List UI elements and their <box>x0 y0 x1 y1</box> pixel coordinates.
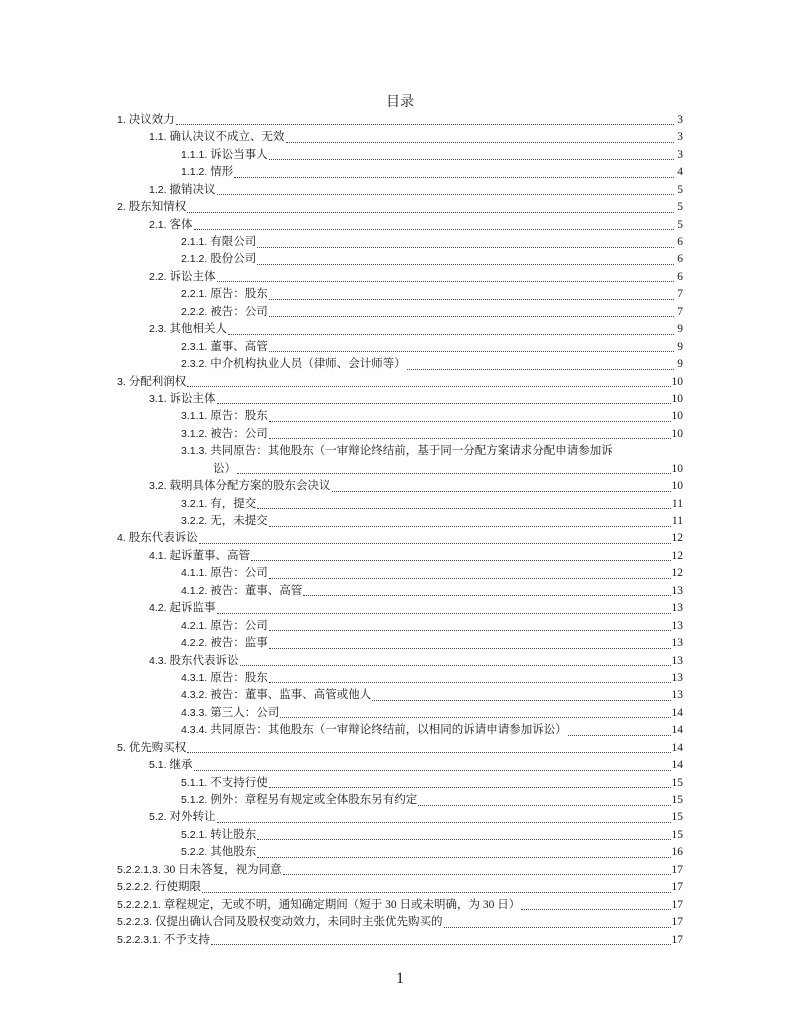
toc-entry[interactable] <box>117 391 683 408</box>
toc-entry[interactable] <box>117 426 683 443</box>
toc-entry-number: 2.1. <box>149 218 167 231</box>
toc-entry[interactable] <box>117 705 683 722</box>
toc-entry-page: 4 <box>677 166 683 179</box>
toc-entry-page: 15 <box>671 776 683 789</box>
toc-entry-page: 14 <box>671 724 683 737</box>
toc-entry[interactable] <box>117 757 683 774</box>
toc-entry-continuation[interactable] <box>117 461 683 478</box>
toc-entry-page: 5 <box>677 201 683 214</box>
toc-entry[interactable] <box>117 374 683 391</box>
table-of-contents <box>117 112 683 949</box>
toc-leader-dots <box>176 123 674 125</box>
toc-entry-label: 起诉监事 <box>169 602 216 615</box>
toc-entry-number: 2. <box>117 201 126 214</box>
toc-entry-label: 被告：董事、高管 <box>210 584 303 597</box>
toc-entry-label: 中介机构执业人员（律师、会计师等） <box>210 358 406 371</box>
toc-entry[interactable] <box>117 932 683 949</box>
toc-entry-label: 共同原告：其他股东（一审辩论终结前，基于同一分配方案请求分配申请参加诉 <box>210 445 613 458</box>
toc-entry-label: 原告：公司 <box>210 619 268 632</box>
toc-entry-page: 9 <box>677 340 683 353</box>
toc-entry-number: 5.1.2. <box>181 794 208 807</box>
toc-entry-label: 对外转让 <box>169 811 216 824</box>
toc-entry[interactable] <box>117 286 683 303</box>
toc-entry[interactable] <box>117 339 683 356</box>
toc-entry-number: 5.2.2.1.3. <box>117 863 161 876</box>
toc-entry[interactable] <box>117 356 683 373</box>
toc-entry-page: 3 <box>677 131 683 144</box>
toc-entry-page: 16 <box>671 846 683 859</box>
toc-entry-number: 2.3.1. <box>181 340 208 353</box>
toc-title: 目录 <box>386 95 414 110</box>
toc-entry-label: 不予支持 <box>163 933 210 946</box>
toc-entry-page: 13 <box>671 602 683 615</box>
toc-entry[interactable] <box>117 513 683 530</box>
toc-entry-label: 优先购买权 <box>128 741 187 754</box>
toc-leader-dots <box>251 559 670 561</box>
toc-entry-label: 其他相关人 <box>169 323 228 336</box>
toc-leader-dots <box>217 280 674 282</box>
toc-entry-label: 情形 <box>210 166 234 179</box>
toc-entry[interactable] <box>117 827 683 844</box>
toc-entry[interactable] <box>117 217 683 234</box>
toc-entry-label: 确认决议不成立、无效 <box>169 131 285 144</box>
toc-leader-dots <box>199 542 671 544</box>
toc-leader-dots <box>187 211 674 213</box>
toc-entry-label: 例外：章程另有规定或全体股东另有约定 <box>210 794 418 807</box>
toc-entry-page: 5 <box>677 183 683 196</box>
toc-entry-number: 5.1.1. <box>181 776 208 789</box>
toc-leader-dots <box>269 525 671 527</box>
toc-entry-label: 仅提出确认合同及股权变动效力，未同时主张优先购买的 <box>155 916 443 929</box>
toc-leader-dots <box>269 681 671 683</box>
toc-entry[interactable] <box>117 548 683 565</box>
toc-leader-dots <box>444 926 671 928</box>
toc-entry-page: 11 <box>671 497 683 510</box>
toc-entry[interactable] <box>117 565 683 582</box>
toc-entry-number: 2.1.2. <box>181 253 208 266</box>
toc-entry[interactable] <box>117 478 683 495</box>
toc-entry[interactable] <box>117 879 683 896</box>
toc-entry-number: 1.1. <box>149 131 167 144</box>
toc-leader-dots <box>372 699 670 701</box>
toc-entry-number: 2.2.2. <box>181 305 208 318</box>
toc-entry[interactable] <box>117 914 683 931</box>
toc-entry[interactable] <box>117 897 683 914</box>
toc-leader-dots <box>234 176 674 178</box>
toc-entry-number: 4.2.1. <box>181 619 208 632</box>
toc-entry-page: 17 <box>671 933 683 946</box>
toc-entry-label: 起诉董事、高管 <box>169 549 251 562</box>
toc-leader-dots <box>217 402 671 404</box>
toc-entry-number: 3.1.2. <box>181 427 208 440</box>
toc-entry-page: 3 <box>677 113 683 126</box>
toc-entry[interactable] <box>117 583 683 600</box>
toc-entry-number: 4.1.2. <box>181 584 208 597</box>
toc-entry-number: 5.2. <box>149 811 167 824</box>
toc-entry-page: 17 <box>671 916 683 929</box>
toc-entry-number: 4.1.1. <box>181 567 208 580</box>
toc-leader-dots <box>269 158 674 160</box>
toc-entry-number: 5.2.1. <box>181 828 208 841</box>
toc-entry-number: 1.2. <box>149 183 167 196</box>
toc-entry-number: 5.1. <box>149 759 167 772</box>
toc-entry-number: 3.2.1. <box>181 497 208 510</box>
toc-entry[interactable] <box>117 792 683 809</box>
toc-entry-page: 12 <box>671 532 683 545</box>
toc-entry[interactable] <box>117 531 683 548</box>
toc-entry-label: 被告：公司 <box>210 427 268 440</box>
toc-entry-number: 5.2.2. <box>181 846 208 859</box>
toc-leader-dots <box>187 751 670 753</box>
toc-leader-dots <box>257 263 674 265</box>
toc-leader-dots <box>257 246 674 248</box>
toc-entry-page: 14 <box>671 741 683 754</box>
toc-leader-dots <box>269 577 671 579</box>
toc-entry-page: 10 <box>671 392 683 405</box>
toc-entry-number: 3.1.1. <box>181 410 208 423</box>
toc-entry-page: 6 <box>677 270 683 283</box>
toc-entry-page: 14 <box>671 759 683 772</box>
toc-entry[interactable] <box>117 199 683 216</box>
toc-leader-dots <box>280 716 670 718</box>
toc-leader-dots <box>269 420 671 422</box>
toc-leader-dots <box>521 908 670 910</box>
toc-entry[interactable] <box>117 810 683 827</box>
toc-entry-page: 15 <box>671 811 683 824</box>
toc-entry[interactable] <box>117 408 683 425</box>
toc-leader-dots <box>257 507 671 509</box>
toc-entry-label: 第三人：公司 <box>210 706 280 719</box>
toc-leader-dots <box>269 629 671 631</box>
toc-entry-label: 继承 <box>169 759 193 772</box>
toc-entry-page: 6 <box>677 253 683 266</box>
toc-entry-number: 5.2.2.3. <box>117 916 153 929</box>
toc-leader-dots <box>217 193 674 195</box>
toc-entry-label: 诉讼当事人 <box>210 148 268 161</box>
toc-entry-label: 诉讼主体 <box>169 392 216 405</box>
toc-entry[interactable] <box>117 687 683 704</box>
toc-entry[interactable] <box>117 862 683 879</box>
toc-entry-label: 股东代表诉讼 <box>169 654 239 667</box>
toc-entry-number: 3. <box>117 375 126 388</box>
toc-entry-page: 7 <box>677 305 683 318</box>
toc-entry-number: 5.2.2.2. <box>117 881 153 894</box>
toc-entry-number: 4.3.1. <box>181 671 208 684</box>
toc-entry-number: 5. <box>117 741 126 754</box>
toc-leader-dots <box>286 141 674 143</box>
toc-entry-number: 2.3.2. <box>181 358 208 371</box>
toc-entry[interactable] <box>117 112 683 129</box>
toc-entry-page: 15 <box>671 794 683 807</box>
toc-entry[interactable] <box>117 722 683 739</box>
toc-entry-number: 4.2. <box>149 602 167 615</box>
toc-entry[interactable] <box>117 635 683 652</box>
toc-leader-dots <box>257 856 670 858</box>
toc-entry-page: 10 <box>671 410 683 423</box>
toc-entry-page: 6 <box>677 236 683 249</box>
toc-entry[interactable] <box>117 443 683 460</box>
toc-entry[interactable] <box>117 670 683 687</box>
toc-entry-page: 13 <box>671 671 683 684</box>
toc-entry-number: 3.1.3. <box>181 445 208 458</box>
toc-entry-number: 4.3.3. <box>181 706 208 719</box>
toc-entry[interactable] <box>117 600 683 617</box>
toc-entry-page: 11 <box>671 515 683 528</box>
toc-entry-label: 行使期限 <box>155 881 202 894</box>
toc-entry-label: 其他股东 <box>210 846 257 859</box>
toc-entry[interactable] <box>117 775 683 792</box>
toc-entry-label: 股东代表诉讼 <box>128 532 198 545</box>
toc-leader-dots <box>240 664 671 666</box>
toc-entry-label: 原告：股东 <box>210 288 268 301</box>
toc-entry-label: 不支持行使 <box>210 776 268 789</box>
toc-entry-number: 4.1. <box>149 549 167 562</box>
toc-entry-label: 董事、高管 <box>210 340 268 353</box>
toc-entry[interactable] <box>117 129 683 146</box>
toc-entry-page: 13 <box>671 654 683 667</box>
toc-leader-dots <box>237 472 671 474</box>
toc-entry-number: 4. <box>117 532 126 545</box>
toc-leader-dots <box>257 838 670 840</box>
toc-entry-page: 9 <box>677 358 683 371</box>
toc-entry-number: 2.2.1. <box>181 288 208 301</box>
toc-entry-number: 2.2. <box>149 270 167 283</box>
toc-leader-dots <box>269 786 671 788</box>
toc-entry-page: 13 <box>671 584 683 597</box>
toc-entry-page: 10 <box>671 375 683 388</box>
toc-entry-label: 转让股东 <box>210 828 257 841</box>
toc-entry-page: 17 <box>671 898 683 911</box>
toc-entry-label: 分配利润权 <box>128 375 187 388</box>
toc-entry-label: 原告：股东 <box>210 410 268 423</box>
toc-entry-number: 3.1. <box>149 392 167 405</box>
toc-entry-page: 15 <box>671 828 683 841</box>
toc-leader-dots <box>269 315 674 317</box>
toc-entry-label: 诉讼主体 <box>169 270 216 283</box>
toc-leader-dots <box>194 228 674 230</box>
toc-leader-dots <box>228 333 674 335</box>
toc-entry-label: 共同原告：其他股东（一审辩论终结前，以相同的诉请申请参加诉讼） <box>210 724 567 737</box>
toc-entry-label: 30 日未答复，视为同意 <box>163 863 282 876</box>
toc-entry-label: 股份公司 <box>210 253 257 266</box>
toc-entry[interactable] <box>117 618 683 635</box>
toc-entry[interactable] <box>117 182 683 199</box>
toc-entry-label: 客体 <box>169 218 193 231</box>
toc-entry-page: 5 <box>677 218 683 231</box>
toc-entry-page: 14 <box>671 706 683 719</box>
toc-entry-page: 13 <box>671 637 683 650</box>
toc-entry-label: 无，未提交 <box>210 515 268 528</box>
page-number: 1 <box>396 970 404 987</box>
toc-entry[interactable] <box>117 740 683 757</box>
toc-entry[interactable] <box>117 234 683 251</box>
toc-entry-number: 2.1.1. <box>181 236 208 249</box>
toc-entry-label: 原告：股东 <box>210 671 268 684</box>
toc-leader-dots <box>202 891 670 893</box>
toc-entry-label: 有，提交 <box>210 497 257 510</box>
toc-entry-page: 3 <box>677 148 683 161</box>
toc-entry-number: 3.2. <box>149 480 167 493</box>
toc-entry-page: 9 <box>677 323 683 336</box>
toc-leader-dots <box>269 350 674 352</box>
toc-leader-dots <box>418 804 670 806</box>
toc-leader-dots <box>217 821 671 823</box>
toc-leader-dots <box>269 298 674 300</box>
toc-entry-number: 1.1.2. <box>181 166 208 179</box>
toc-entry-page: 12 <box>671 549 683 562</box>
toc-leader-dots <box>407 368 674 370</box>
toc-entry[interactable] <box>117 844 683 861</box>
toc-entry-page: 12 <box>671 567 683 580</box>
toc-entry-label: 章程规定，无或不明，通知确定期间（短于 30 日或未明确，为 30 日） <box>163 898 521 911</box>
toc-entry[interactable] <box>117 304 683 321</box>
toc-entry-label-continued: 讼） <box>213 462 236 475</box>
toc-entry-page: 13 <box>671 689 683 702</box>
toc-entry[interactable] <box>117 321 683 338</box>
toc-entry[interactable] <box>117 252 683 269</box>
toc-entry[interactable] <box>117 653 683 670</box>
toc-entry-page: 10 <box>671 427 683 440</box>
toc-entry-label: 股东知情权 <box>128 201 187 214</box>
toc-entry-page: 10 <box>671 462 683 475</box>
toc-leader-dots <box>269 647 671 649</box>
toc-entry-number: 5.2.2.3.1. <box>117 933 161 946</box>
toc-entry-number: 3.2.2. <box>181 515 208 528</box>
toc-leader-dots <box>332 490 671 492</box>
toc-entry-label: 原告：公司 <box>210 567 268 580</box>
toc-entry-label: 有限公司 <box>210 236 257 249</box>
toc-entry[interactable] <box>117 147 683 164</box>
toc-leader-dots <box>283 873 671 875</box>
toc-entry-label: 被告：董事、监事、高管或他人 <box>210 689 372 702</box>
toc-entry[interactable] <box>117 164 683 181</box>
toc-entry-label: 被告：监事 <box>210 637 268 650</box>
toc-entry-label: 撤销决议 <box>169 183 216 196</box>
toc-entry[interactable] <box>117 496 683 513</box>
toc-entry-number: 1. <box>117 113 126 126</box>
toc-leader-dots <box>303 594 670 596</box>
toc-entry-number: 4.3. <box>149 654 167 667</box>
toc-entry-number: 4.2.2. <box>181 637 208 650</box>
toc-leader-dots <box>269 437 671 439</box>
toc-leader-dots <box>217 612 671 614</box>
toc-leader-dots <box>568 734 671 736</box>
toc-entry-page: 17 <box>671 863 683 876</box>
toc-entry-page: 10 <box>671 480 683 493</box>
toc-entry[interactable] <box>117 269 683 286</box>
toc-entry-page: 13 <box>671 619 683 632</box>
toc-entry-number: 4.3.4. <box>181 724 208 737</box>
toc-leader-dots <box>194 769 671 771</box>
toc-entry-label: 载明具体分配方案的股东会决议 <box>169 480 331 493</box>
toc-leader-dots <box>211 943 671 945</box>
toc-entry-number: 2.3. <box>149 323 167 336</box>
toc-leader-dots <box>187 385 670 387</box>
toc-entry-page: 7 <box>677 288 683 301</box>
toc-entry-page: 17 <box>671 881 683 894</box>
toc-entry-label: 被告：公司 <box>210 305 268 318</box>
toc-entry-number: 5.2.2.2.1. <box>117 898 161 911</box>
toc-entry-label: 决议效力 <box>128 113 175 126</box>
toc-entry-number: 4.3.2. <box>181 689 208 702</box>
toc-entry-number: 1.1.1. <box>181 148 208 161</box>
